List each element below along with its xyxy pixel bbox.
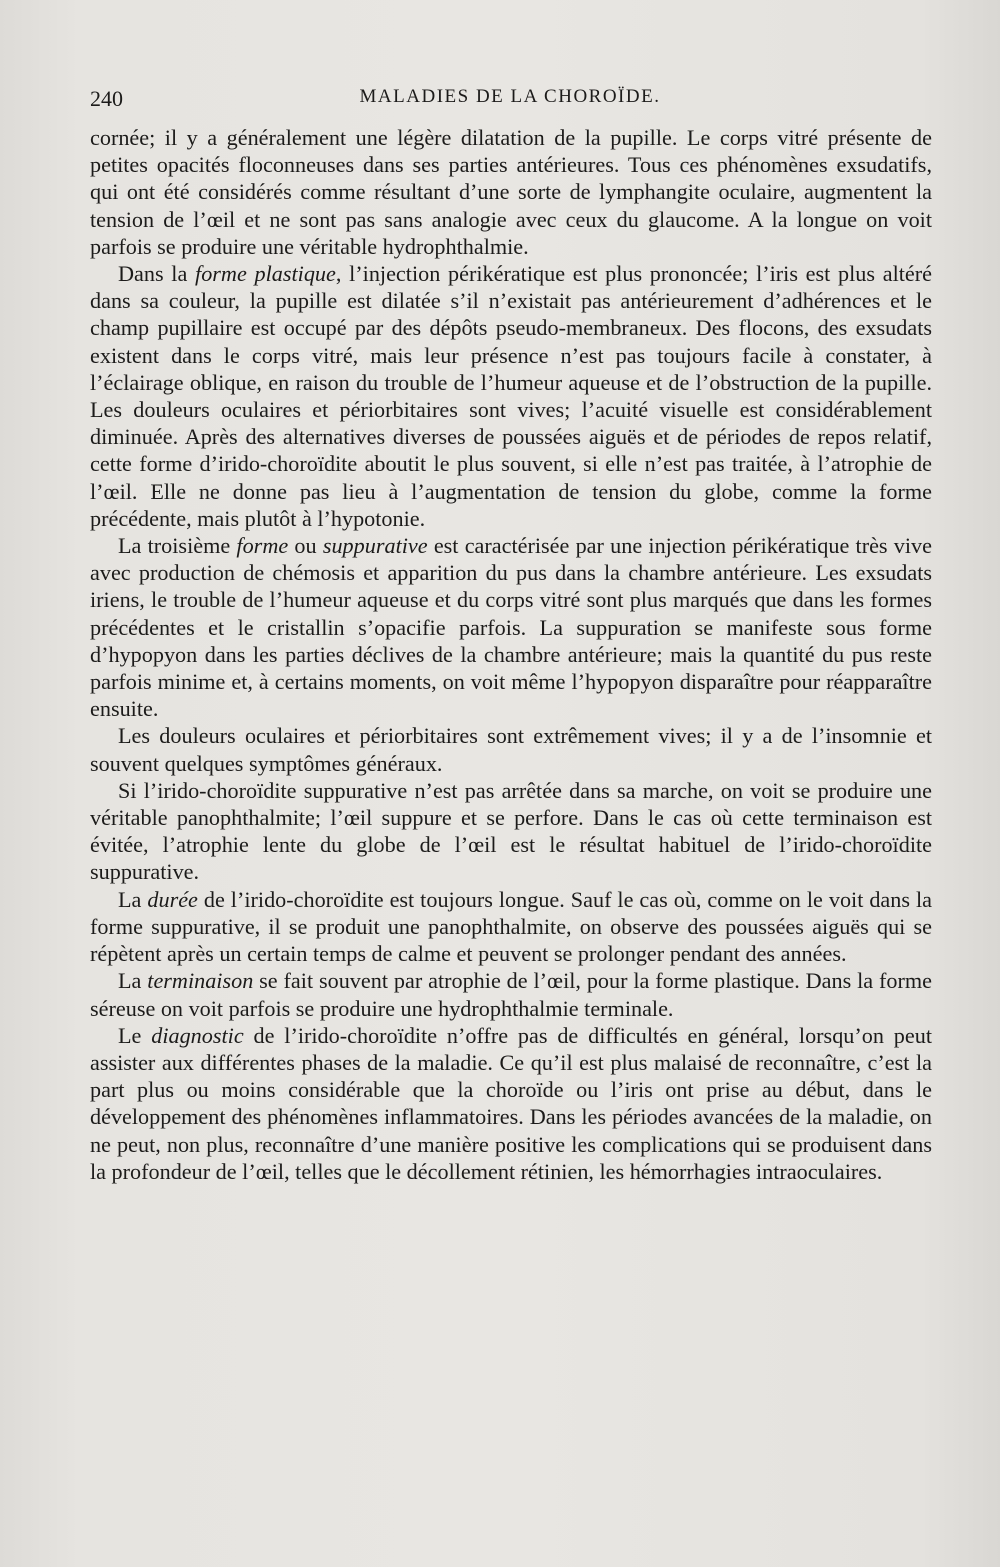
paragraph-text: Les douleurs oculaires et périorbitaires sont extrêmement vives; il y a de l’insomnie et souvent quelques symptômes généraux. [90, 723, 932, 776]
paragraph-7 [90, 967, 932, 1021]
page-header [90, 86, 930, 118]
paragraph-6 [90, 886, 932, 968]
italic-term: durée [147, 886, 198, 912]
page-number: 240 [90, 86, 123, 111]
paragraph-8 [90, 1022, 932, 1185]
running-head: MALADIES DE LA CHOROÏDE. [359, 86, 661, 107]
paragraph-text: La [118, 968, 148, 994]
paragraph-text: de l’irido-choroïdite n’offre pas de difficultés en général, lorsqu’on peut assister aux différentes phases de la maladie. Ce qu’il est plus malaisé de reconnaître, c’est la part plus ou moins considérable que la choroïde ou l’iris ont prise au début, dans le développement des phénomènes inflammatoires. Dans les périodes avancées de la maladie, on ne peut, non plus, reconnaître d’une manière positive les complications qui se produisent dans la profondeur de l’œil, telles que le décollement rétinien, les hémorrhagies intraoculaires. [90, 1022, 932, 1184]
paragraph-text: est caractérisée par une injection périkératique très vive avec production de chémosis et apparition du pus dans la chambre antérieure. Les exsudats iriens, le trouble de l’humeur aqueuse et du corps vitré sont plus marqués que dans les formes précédentes et le cristallin s’opacifie parfois. La suppuration se manifeste sous forme d’hypopyon dans les parties déclives de la chambre antérieure; mais la quantité du pus reste parfois minime et, à certains moments, on voit même l’hypopyon disparaître pour réapparaître ensuite. [90, 533, 932, 722]
italic-term: diagnostic [151, 1022, 244, 1048]
paragraph-text: , l’injection périkératique est plus prononcée; l’iris est plus altéré dans sa couleur, la pupille est dilatée s’il n’existait pas antérieurement d’adhérences et le champ pupillaire est occupé par des dépôts pseudo-membraneux. Des flocons, des exsudats existent dans le corps vitré, mais leur présence n’est pas toujours facile à constater, à l’éclairage oblique, en raison du trouble de l’humeur aqueuse et de l’obstruction de la pupille. Les douleurs oculaires et périorbitaires sont vives; l’acuité visuelle est considérablement diminuée. Après des alternatives diverses de poussées aiguës et de périodes de repos relatif, cette forme d’irido-choroïdite aboutit le plus souvent, si elle n’est pas traitée, à l’atrophie de l’œil. Elle ne donne pas lieu à l’augmentation de tension du globe, comme la forme précédente, mais plutôt à l’hypotonie. [90, 261, 932, 531]
paragraph-text: cornée; il y a généralement une légère dilatation de la pupille. Le corps vitré présente de petites opacités floconneuses dans ses parties antérieures. Tous ces phénomènes exsudatifs, qui ont été considérés comme résultant d’une sorte de lymphangite oculaire, augmentent la tension de l’œil et ne sont pas sans analogie avec ceux du glaucome. A la longue on voit parfois se produire une véritable hydrophthalmie. [90, 125, 932, 259]
paragraph-1 [90, 124, 932, 260]
paragraph-text: La [118, 886, 148, 912]
paragraph-4 [90, 722, 932, 776]
paragraph-text: Si l’irido-choroïdite suppurative n’est pas arrêtée dans sa marche, on voit se produire une véritable panophthalmite; l’œil suppure et se perfore. Dans le cas où cette terminaison est évitée, l’atrophie lente du globe de l’œil est le résultat habituel de l’irido-choroïdite suppurative. [90, 777, 932, 885]
paragraph-text: ou [288, 533, 323, 559]
paragraph-2 [90, 260, 932, 532]
paragraph-text: La troisième [118, 533, 237, 559]
paragraph-5 [90, 777, 932, 886]
paragraph-text: Dans la [118, 261, 196, 287]
italic-term: terminaison [147, 968, 254, 994]
italic-term: suppurative [322, 533, 428, 559]
paragraph-text: se fait souvent par atrophie de l’œil, pour la forme plastique. Dans la forme séreuse on voit parfois se produire une hydrophthalmie terminale. [90, 968, 932, 1021]
italic-term: forme plastique [195, 261, 336, 287]
paragraph-text: de l’irido-choroïdite est toujours longue. Sauf le cas où, comme on le voit dans la forme suppurative, il se produit une panophthalmite, on observe des poussées aiguës qui se répètent après un certain temps de calme et peuvent se prolonger pendant des années. [90, 886, 932, 967]
paragraph-text: Le [118, 1022, 152, 1048]
italic-term: forme [236, 533, 289, 559]
paragraph-3 [90, 532, 932, 722]
body-text [90, 124, 932, 1185]
